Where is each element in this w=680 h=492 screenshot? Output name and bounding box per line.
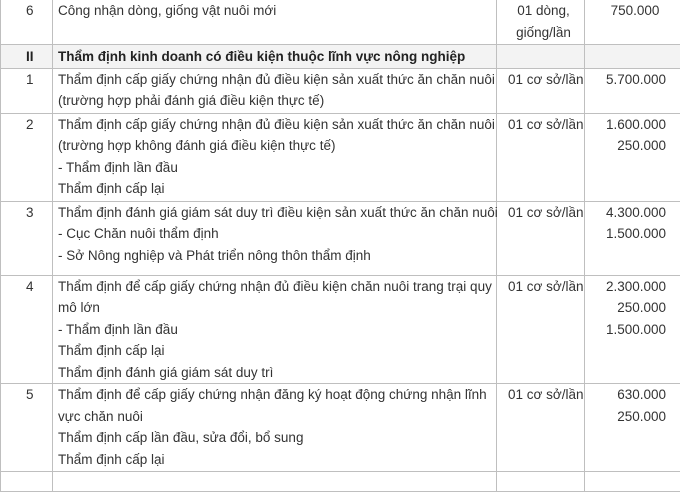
row-number: 4 — [1, 275, 53, 384]
table-row — [1, 68, 680, 113]
row-unit: 01 cơ sở/lần — [497, 201, 585, 275]
row-content: Thẩm định đánh giá giám sát duy trì điều kiện sản xuất thức ăn chăn nuôi - Cục Chăn nuôi thẩm định - Sở Nông nghiệp và Phát triển nông thôn thẩm định — [53, 201, 497, 275]
table-row — [1, 0, 680, 45]
row-price: 630.000 250.000 — [585, 384, 680, 472]
table-row — [1, 201, 680, 275]
section-unit-empty — [497, 45, 585, 69]
row-content: Thẩm định để cấp giấy chứng nhận đăng ký hoạt động chứng nhận lĩnh vực chăn nuôi Thẩm định cấp lần đầu, sửa đổi, bổ sung Thẩm định cấp lại — [53, 384, 497, 472]
row-unit: 01 cơ sở/lần — [497, 113, 585, 201]
section-number: II — [1, 45, 53, 69]
table-row — [1, 113, 680, 201]
row-price: 2.300.000 250.000 1.500.000 — [585, 275, 680, 384]
row-price: 5.700.000 — [585, 68, 680, 113]
table-row — [1, 384, 680, 472]
row-price: 1.600.000 250.000 — [585, 113, 680, 201]
row-unit: 01 dòng, giống/lần — [497, 0, 585, 45]
row-number: 5 — [1, 384, 53, 472]
table-row-cutoff — [1, 472, 680, 492]
row-content: Thẩm định cấp giấy chứng nhận đủ điều kiện sản xuất thức ăn chăn nuôi (trường hợp phải đánh giá điều kiện thực tế) — [53, 68, 497, 113]
row-content: Thẩm định để cấp giấy chứng nhận đủ điều kiện chăn nuôi trang trại quy mô lớn - Thẩm định lần đầu Thẩm định cấp lại Thẩm định đánh giá giám sát duy trì — [53, 275, 497, 384]
row-number: 6 — [1, 0, 53, 45]
row-number: 1 — [1, 68, 53, 113]
row-unit: 01 cơ sở/lần — [497, 275, 585, 384]
table-row — [1, 275, 680, 384]
row-number: 2 — [1, 113, 53, 201]
section-title: Thẩm định kinh doanh có điều kiện thuộc lĩnh vực nông nghiệp — [53, 45, 497, 69]
row-unit: 01 cơ sở/lần — [497, 384, 585, 472]
row-content: Công nhận dòng, giống vật nuôi mới — [53, 0, 497, 45]
section-price-empty — [585, 45, 680, 69]
row-price: 750.000 — [585, 0, 680, 45]
section-row — [1, 45, 680, 69]
row-unit: 01 cơ sở/lần — [497, 68, 585, 113]
row-number: 3 — [1, 201, 53, 275]
row-price: 4.300.000 1.500.000 — [585, 201, 680, 275]
row-content: Thẩm định cấp giấy chứng nhận đủ điều kiện sản xuất thức ăn chăn nuôi (trường hợp không đánh giá điều kiện thực tế) - Thẩm định lần đầu Thẩm định cấp lại — [53, 113, 497, 201]
